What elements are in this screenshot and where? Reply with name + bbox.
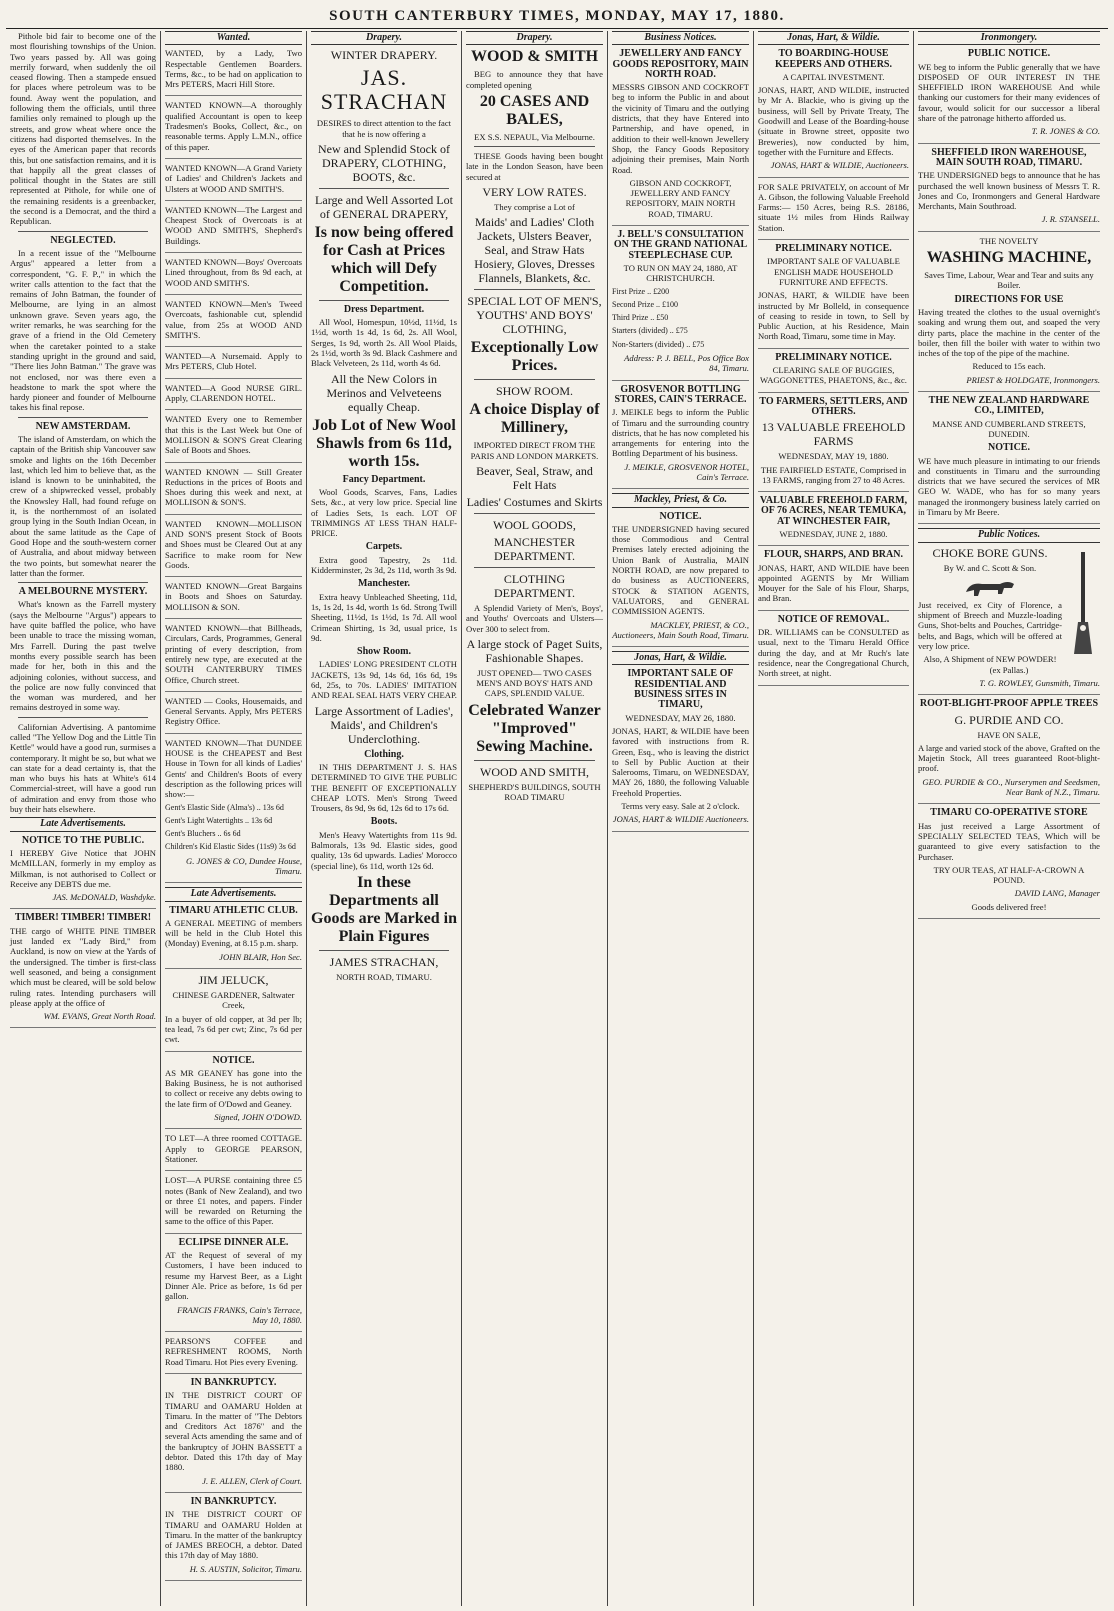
wanted-ad [165, 467, 302, 515]
public-notice-signature: T. R. JONES & CO. [1031, 126, 1100, 137]
bankruptcy-heading: IN BANKRUPTCY. [190, 1495, 277, 1507]
wanted-item: WANTED KNOWN—MOLLISON AND SON'S present Stock of Boots and Shoes must be Cleared Out at any Sacrifice to make room for New Goods. [165, 518, 302, 570]
neglected-article: In a recent issue of the "Melbourne Argus" appeared a letter from a correspondent, "G. F. P.," in which the writer calls attention to the fact that the remains of John Batman, the founder of Melbourne, are lying in an almost unknown grave. Seven years ago, the writer remarks, he was searching for the grave of a friend in the Old Cemetery when the caretaker pointed to a stake standing upright in the ground and said, "There lies John Batman." The grave was not enclosed, nor was there even a headstone to mark the spot where the hardy pioneer and founder of Melbourne takes his final repose. [10, 247, 156, 413]
buggies-ad [758, 353, 909, 393]
wanted-ad [165, 205, 302, 253]
winter-drapery: WINTER DRAPERY. [330, 48, 438, 63]
comprise-line: They comprise a Lot of [494, 202, 575, 213]
prize-line: Second Prize .. £100 [612, 299, 678, 309]
wanted-item: WANTED, by a Lady, Two Respectable Gentlemen Boarders. Terms, &c., to be had on application to Mrs PETERS, Macri Hill Store. [165, 48, 302, 90]
novelty-line: THE NOVELTY [979, 235, 1039, 246]
fancy-heading: Fancy Department. [342, 473, 426, 485]
strachan-signature: JAMES STRACHAN, [329, 954, 439, 969]
gun-illustration [1066, 548, 1100, 658]
jonas-sale-ad [612, 669, 749, 831]
column-6-jonas [754, 31, 914, 1606]
nzhw-heading: THE NEW ZEALAND HARDWARE CO., LIMITED, [928, 395, 1090, 417]
directions-heading: DIRECTIONS FOR USE [954, 293, 1064, 305]
costumes-line: Ladies' Costumes and Skirts [466, 494, 603, 509]
dundee-ad [165, 738, 302, 884]
business-heading: Business Notices. [612, 31, 749, 45]
special-line: SPECIAL LOT OF MEN'S, YOUTHS' AND BOYS' CLOTHING, [467, 294, 602, 337]
wood-smith-address: SHEPHERD'S BUILDINGS, SOUTH ROAD TIMARU [468, 781, 601, 803]
eclipse-text: AT the Request of several of my Customers, I have been induced to resume my Harvest Beer, as a Light Dinner Ale. Price as before, 1s 6d per gallon. [165, 1250, 302, 1302]
boarding-ad [758, 49, 909, 177]
valuable-date: WEDNESDAY, JUNE 2, 1880. [779, 528, 888, 539]
stansell-ad [918, 148, 1100, 232]
shawls-line: Job Lot of New Wool Shawls from 6s 11d, worth 15s. [312, 416, 456, 470]
purdie-sub: HAVE ON SALE, [977, 729, 1041, 740]
fancy-text: Wool Goods, Scarves, Fans, Ladies Sets, &c., at very low price. Special line of Ladies Sets, 1s each. LOT OF TRIMMINGS AT LESS THAN HALF-PRICE. [311, 486, 457, 539]
washing-sub: Saves Time, Labour, Wear and Tear and suits any Boiler. [924, 270, 1094, 291]
choke-bore-heading: CHOKE BORE GUNS. [932, 545, 1048, 560]
californian-article: Californian Advertising. A pantomime called "The Yellow Dog and the Little Tin Kettle" would have a good run, surmises a contemporary. It might be so, but what we can state for a dead certainty is, that the man who buys his hats at White's 614 Commercial-street, will have a good run of admiration and envy from those who buy their hats elsewhere. [10, 721, 156, 815]
strachan-purchase: Large and Well Assorted Lot of GENERAL DRAPERY, [315, 192, 453, 221]
wood-smith-lead: BEG to announce they that have completed opening [466, 69, 603, 90]
stansell-signature: J. R. STANSELL. [1041, 214, 1100, 225]
purdie-heading: G. PURDIE AND CO. [954, 712, 1064, 727]
carpets-text: Extra good Tapestry, 2s 11d. Kidderminster, 2s 3d, 2s 11d, worth 3s 9d. [311, 554, 457, 576]
jonas-heading: Jonas, Hart, & Wildie. [612, 651, 749, 665]
odowd-notice-ad [165, 1056, 302, 1130]
wanted-item: WANTED — Cooks, Housemaids, and General Servants. Apply, Mrs PETERS Registry Office. [165, 695, 302, 727]
apple-trees-ad [918, 699, 1100, 804]
wanted-ad [165, 257, 302, 295]
valuable-farm-ad [758, 496, 909, 546]
wanted-item: WANTED KNOWN—The Largest and Cheapest Stock of Overcoats is at WOOD AND SMITH'S, Shepherd's Buildings. [165, 204, 302, 246]
strachan-address: NORTH ROAD, TIMARU. [336, 971, 432, 982]
manchester-heading: Manchester. [357, 578, 411, 590]
mackley-ad [612, 512, 749, 648]
athletic-signature: JOHN BLAIR, Hon Sec. [219, 951, 302, 962]
eclipse-heading: ECLIPSE DINNER ALE. [178, 1236, 289, 1248]
removal-heading: NOTICE OF REMOVAL. [777, 613, 890, 625]
reduced-line: Reduced to 15s each. [972, 361, 1046, 372]
farm-ad [758, 182, 909, 240]
pithole-article: Pithole bid fair to become one of the most flourishing townships of the Union. Two years passed by. All was going merrily forward, when suddenly the oil ceased flowing. Then a stampede ensued for places where petroleum was to be found. Away went the population, and following them the officials, until three families only remained to plough up the streets, and grow wheat where once the citizens had disported themselves. In the eyes of the American paper that records this, but one satisfaction remains, and it is that happily all the great classes of political thought in the States are still represented at Pithole, for while one of the remaining residents is a greenbacker, the second is a Democrat, and the third a Republican. [10, 31, 156, 227]
coop-footer: Goods delivered free! [971, 901, 1047, 912]
wood-smith-signature: WOOD AND SMITH, [480, 764, 589, 779]
price-line: Gent's Light Watertights .. 13s 6d [165, 815, 273, 825]
removal-ad [758, 615, 909, 686]
farmers-heading: TO FARMERS, SETTLERS, AND OTHERS. [759, 395, 908, 417]
price-line: Gent's Elastic Side (Alma's) .. 13s 6d [165, 802, 284, 812]
mackley-signature: MACKLEY, PRIEST, & CO., Auctioneers, Main South Road, Timaru. [612, 619, 749, 640]
coop-signature: DAVID LANG, Manager [1014, 888, 1100, 899]
grosvenor-text: J. MEIKLE begs to inform the Public of Timaru and the surrounding country districts, that he has now completed his arrangements for entering into the Bottling Department of his business. [612, 407, 749, 459]
eclipse-signature: FRANCIS FRANKS, Cain's Terrace, May 10, 1880. [177, 1304, 302, 1325]
column-2-wanted [161, 31, 307, 1606]
grosvenor-ad [612, 385, 749, 490]
ship-line: EX S.S. NEPAUL, Via Melbourne. [474, 131, 595, 142]
boots-heading: Boots. [370, 816, 398, 828]
drapery-heading: Drapery. [311, 31, 457, 45]
bankruptcy-ad [165, 1378, 302, 1493]
jeluck-text: In a buyer of old copper, at 3d per lb; tea lead, 7s 6d per cwt; Zinc, 7s 6d per cwt. [165, 1013, 302, 1045]
mystery-heading: A MELBOURNE MYSTERY. [18, 586, 148, 598]
wanzer-line: Celebrated Wanzer "Improved" Sewing Machine. [468, 701, 601, 755]
choke-bore-ad [918, 546, 1100, 696]
farms-date: WEDNESDAY, MAY 19, 1880. [778, 451, 889, 462]
nzhw-notice-heading: NOTICE. [988, 442, 1030, 454]
wanted-ad [165, 163, 302, 201]
wanted-item: WANTED KNOWN—that Billheads, Circulars, Cards, Programmes, General printing of every description, from entirely new type, are executed at the SOUTH CANTERBURY TIMES Office, Church street. [165, 623, 302, 685]
priest-signature: PRIEST & HOLDGATE, Ironmongers. [966, 374, 1100, 385]
athletic-heading: TIMARU ATHLETIC CLUB. [169, 904, 298, 916]
rowley-signature: T. G. ROWLEY, Gunsmith, Timaru. [979, 677, 1100, 688]
ironmongery-heading: Ironmongery. [918, 31, 1100, 45]
neglected-heading: NEGLECTED. [50, 234, 116, 246]
flour-heading: FLOUR, SHARPS, AND BRAN. [764, 549, 903, 561]
manchester-text: Extra heavy Unbleached Sheeting, 11d, 1s, 1s 2d, 1s 4d, worth 1s 6d. Strong Twill Sheeting, 11½d, 1s 1½d, 1s 7d. All wool Crimean Shirting, 1s 3d, usual price, 1s 9d. [311, 591, 457, 643]
timber-ad [10, 913, 156, 1028]
to-let-ad [165, 1133, 302, 1171]
choke-bore-text: Just received, ex City of Florence, a shipment of Breech and Muzzle-loading Guns, Shot-belts and Pouches, Cartridge-belts, and Bags, which will be offered at very low price. [918, 599, 1062, 652]
nzhw-text: WE have much pleasure in intimating to our friends and constituents in Timaru and the surrounding districts that we have secured the services of MR GEO W. WADE, who has for so many years managed the ironmongery business lately carried on in Timaru by Mr Beere. [918, 455, 1100, 517]
wanted-item: WANTED KNOWN—That DUNDEE HOUSE is the CHEAPEST and Best House in Town for all kinds of Ladies' Gents' and Children's Boots of every description as the following prices will show:— [165, 737, 302, 800]
clothing-dept-text: A Splendid Variety of Men's, Boys', and Youths' Overcoats and Ulsters—Over 300 to select from. [466, 602, 603, 634]
jonas-section-heading: Jonas, Hart, & Wildie. [758, 31, 909, 45]
boarding-text: JONAS, HART, AND WILDIE, instructed by Mr A. Blackie, who is giving up the business, will Sell by Private Treaty, The Goodwill and Lease of the Boarding-house (situate in Browne street, opposite two Breweries), now conducted by him, together with the Furniture and Effects. [758, 85, 909, 157]
timber-text: THE cargo of WHITE PINE TIMBER just landed ex "Lady Bird," from Auckland, is now on view at the Yards of the undersigned. The timber is first-class well seasoned, and being a consignment which must be cleared, will be sold below ruling rates. Intending purchasers will please apply at the office of [10, 925, 156, 1008]
column-5-business [608, 31, 754, 1606]
manchester-dept-line: MANCHESTER DEPARTMENT. [493, 534, 576, 563]
lost-text: LOST—A PURSE containing three £5 notes (Bank of New Zealand), and two or three £1 notes, and papers. Finder will be rewarded on Returning the same to the office of this Paper. [165, 1175, 302, 1227]
wanted-ad [165, 351, 302, 379]
prize-line: Starters (divided) .. £75 [612, 326, 688, 336]
drapery-heading-2: Drapery. [466, 31, 603, 45]
prize-line: First Prize .. £200 [612, 286, 670, 296]
exceptional-line: Exceptionally Low Prices. [470, 339, 599, 375]
millinery-line: A choice Display of Millinery, [469, 401, 600, 437]
column-4-wood-smith [462, 31, 608, 1606]
boarding-subheading: A CAPITAL INVESTMENT. [782, 71, 885, 82]
jewellery-text: MESSRS GIBSON AND COCKROFT beg to inform the Public in and about the vicinity of Timaru and the outlying districts, that they have Entered into Partnership, and have opened, in addition to their well-known Jewellery Shop, the Fancy Goods Repository adjoining their premises, Main North Road. [612, 82, 749, 175]
warehouse-heading: SHEFFIELD IRON WAREHOUSE, MAIN SOUTH ROAD, TIMARU. [931, 146, 1087, 168]
wanted-ad [165, 519, 302, 577]
boots-text: Men's Heavy Watertights from 11s 9d. Balmorals, 13s 9d. Elastic sides, good quality, 13s 6d upwards. Ladies' Morocco (special line), 6s 11d, worth 12s 6d. [311, 829, 457, 871]
price-line: Children's Kid Elastic Sides (11s9) 3s 6d [165, 842, 296, 852]
price-line: Gent's Bluchers .. 6s 6d [165, 829, 241, 839]
stansell-text: THE UNDERSIGNED begs to announce that he has purchased the well known business of Messrs T. R. Jones and Co, Ironmongers and General Hardware Merchants, Main Southroad. [918, 170, 1100, 212]
clothing-heading: Clothing. [364, 748, 404, 760]
pearson-text: PEARSON'S COFFEE and REFRESHMENT ROOMS, North Road Timaru. Hot Pies every Evening. [165, 1336, 302, 1367]
bell-signature: Address: P. J. BELL, Pos Office Box 84, Timaru. [624, 353, 749, 374]
boarding-signature: JONAS, HART & WILDIE, Auctioneers. [770, 160, 909, 171]
amsterdam-article: The island of Amsterdam, on which the captain of the British ship Vancouver saw smoke and lights on the 16th December last, which led him to believe that, as the island is known to be uninhabited, the crew of a shipwrecked vessel, probably the Knowsley Hall, had found refuge on it, is the northernmost of an isolated group lying in the South Indian Ocean, in about the same latitude as the Cape of Good Hope and the south-western corner of Australia, and about midway between the two points, but somewhat nearer the latter than the former. [10, 433, 156, 578]
odowd-signature: Signed, JOHN O'DOWD. [214, 1112, 302, 1123]
opened-line: JUST OPENED— TWO CASES MEN'S AND BOYS' HATS AND CAPS, SPLENDID VALUE. [476, 667, 593, 699]
coop-ad [918, 808, 1100, 919]
wanted-item: WANTED Every one to Remember that this is the Last Week but One of MOLLISON & SON'S Great Clearing Sale of Boots and Shoes. [165, 414, 302, 456]
showroom-line: SHOW ROOM. [495, 384, 574, 399]
wanted-ad [165, 581, 302, 619]
notice-heading: NOTICE TO THE PUBLIC. [21, 834, 145, 846]
clothing-text: IN THIS DEPARTMENT J. S. HAS DETERMINED TO GIVE THE PUBLIC THE BENEFIT OF EXCEPTIONALLY CHEAP LOTS. Men's Strong Tweed Trousers, 8s 9d, 9s 6d, 12s 6d to 17s 6d. [311, 761, 457, 814]
buggies-subheading: CLEARING SALE OF BUGGIES, WAGGONETTES, PHAETONS, &c., &c. [760, 365, 907, 386]
rates-lead: THESE Goods having been bought late in the London Season, have been secured at [466, 151, 603, 182]
jewellery-ad [612, 49, 749, 226]
notice-signature: JAS. McDONALD, Washdyke. [52, 892, 156, 903]
wanted-item: WANTED KNOWN—Great Bargains in Boots and Shoes on Saturday. MOLLISON & SON. [165, 581, 302, 612]
fairfield-line: THE FAIRFIELD ESTATE, Comprised in 13 FARMS, ranging from 27 to 48 Acres. [760, 464, 907, 485]
cases-line: 20 CASES AND BALES, [479, 92, 590, 128]
wanted-ad [165, 696, 302, 734]
bankruptcy2-text: IN THE DISTRICT COURT OF TIMARU and OAMARU Holden at Timaru. In the matter of the bankruptcy of JAMES BREOCH, a debtor. Dated this 17th day of May 1880. [165, 1509, 302, 1561]
bell-ad [612, 230, 749, 381]
late-ads-heading-2: Late Advertisements. [165, 887, 302, 901]
grosvenor-heading: GROSVENOR BOTTLING STORES, CAIN'S TERRACE. [614, 383, 747, 405]
washing-machine-heading: WASHING MACHINE, [926, 249, 1092, 267]
strachan-lead: DESIRES to direct attention to the fact that he is now offering a [316, 118, 452, 139]
strachan-cash: Is now being offered for Cash at Prices which will Defy Competition. [314, 223, 454, 295]
bankruptcy-signature: J. E. ALLEN, Clerk of Court. [202, 1475, 302, 1486]
column-1-editorial [6, 31, 161, 1606]
prelim-ad [758, 244, 909, 349]
coop-text: Has just received a Large Assortment of SPECIALLY SELECTED TEAS, Which will be guaranteed to give every satisfaction to the Purchaser. [918, 820, 1100, 862]
valuable-heading: VALUABLE FREEHOLD FARM, OF 76 ACRES, NEAR TEMUKA, AT WINCHESTER FAIR, [759, 495, 908, 527]
notice-ad [10, 836, 156, 910]
wanted-ad [165, 414, 302, 462]
wanted-item: WANTED KNOWN—Boys' Overcoats Lined throughout, from 8s 9d each, at WOOD AND SMITH'S. [165, 257, 302, 288]
paget-line: A large stock of Paget Suits, Fashionable Shapes. [466, 636, 603, 665]
buggies-heading: PRELIMINARY NOTICE. [775, 351, 892, 363]
wanted-item: WANTED—A Nursemaid. Apply to Mrs PETERS, Club Hotel. [165, 351, 302, 372]
public-notices-heading: Public Notices. [918, 528, 1100, 542]
mackley-notice-heading: NOTICE. [659, 510, 702, 522]
prelim-subheading: IMPORTANT SALE OF VALUABLE ENGLISH MADE HOUSEHOLD FURNITURE AND EFFECTS. [767, 256, 900, 287]
imported-line: IMPORTED DIRECT FROM THE PARIS AND LONDON MARKETS. [470, 440, 599, 461]
mackley-text: THE UNDERSIGNED having secured those Commodious and Central Premises lately erected adjoining the Union Bank of Australia, MAIN NORTH ROAD, are now prepared to do business as AUCTIONEERS, STOCK & STATION AGENTS, VALUATORS, and GENERAL COMMISSION AGENTS. [612, 523, 749, 617]
strachan-name: JAS. STRACHAN [320, 65, 448, 115]
wanted-item: WANTED—A Good NURSE GIRL. Apply, CLARENDON HOTEL. [165, 382, 302, 404]
nzhw-address: MANSE AND CUMBERLAND STREETS, DUNEDIN. [932, 418, 1086, 439]
public-notice-ad [918, 49, 1100, 143]
wanted-ad [165, 383, 302, 411]
coop-heading: TIMARU CO-OPERATIVE STORE [930, 807, 1088, 819]
notice-text: I HEREBY Give Notice that JOHN McMILLAN, formerly in my employ as Milkman, is not authorised to Collect or Receive any DEBTS due me. [10, 847, 156, 889]
jewellery-signature: GIBSON AND COCKROFT, JEWELLERY AND FANCY REPOSITORY, MAIN NORTH ROAD, TIMARU. [625, 177, 736, 219]
wanted-ad [165, 100, 302, 158]
prize-line: Third Prize .. £50 [612, 313, 669, 323]
farmers-ad [758, 397, 909, 492]
jeluck-ad [165, 973, 302, 1051]
purdie-signature: GEO. PURDIE & CO., Nurserymen and Seedsmen, Near Bank of N.Z., Timaru. [922, 776, 1100, 798]
jewellery-heading: JEWELLERY AND FANCY GOODS REPOSITORY, MAIN NORTH ROAD. [612, 48, 749, 80]
amsterdam-heading: NEW AMSTERDAM. [35, 420, 131, 432]
coop-try: TRY OUR TEAS, AT HALF-A-CROWN A POUND. [933, 864, 1085, 886]
to-let-text: TO LET—A three roomed COTTAGE. Apply to GEORGE PEARSON, Stationer. [165, 1133, 302, 1164]
jeluck-heading: JIM JELUCK, [198, 973, 269, 988]
grosvenor-signature: J. MEIKLE, GROSVENOR HOTEL, Cain's Terrace. [624, 461, 749, 482]
athletic-text: A GENERAL MEETING of members will be held in the Club Hotel this (Monday) Evening, at 8.15 p.m. sharp. [165, 917, 302, 949]
wanted-item: WANTED KNOWN — Still Greater Reductions in the prices of Boots and Shoes during this week and next, at MOLLISON & SON'S. [165, 466, 302, 508]
late-ads-heading: Late Advertisements. [10, 817, 156, 831]
carpets-heading: Carpets. [365, 541, 403, 553]
wanted-ad [165, 48, 302, 96]
bankruptcy2-signature: H. S. AUSTIN, Solicitor, Timaru. [189, 1563, 302, 1574]
timber-signature: WM. EVANS, Great North Road. [43, 1011, 156, 1022]
wanted-ad [165, 299, 302, 347]
masthead: SOUTH CANTERBURY TIMES, MONDAY, MAY 17, 1880. [6, 6, 1108, 29]
wanted-heading: Wanted. [165, 31, 302, 45]
pearson-ad [165, 1336, 302, 1374]
dress-text: All Wool, Homespun, 10½d, 11½d, 1s 1½d, worth 1s 4d, 1s 6d, 2s. All Wool, Serges, 1s 9d, worth 2s. All Wool Plaids, 2s 1½d, worth 3s 9d. Black Cashmere and Black Velveteen, 2s 11d, worth 4s 6d. [311, 317, 457, 369]
merinos-line: All the New Colors in Merinos and Velveteens equally Cheap. [326, 371, 442, 414]
farms13-line: 13 VALUABLE FREEHOLD FARMS [761, 420, 906, 449]
powder-line: Also, A Shipment of NEW POWDER! (ex Pallas.) [923, 654, 1057, 675]
odowd-heading: NOTICE. [212, 1054, 255, 1066]
purdie-text: A large and varied stock of the above, Grafted on the Majetin Stock, All trees guaranteed Root-blight-proof. [918, 742, 1100, 774]
wanted-item: WANTED KNOWN—Men's Tweed Overcoats, fashionable cut, splendid value, from 25s at WOOD AND SMITH'S. [165, 298, 302, 340]
removal-text: DR. WILLIAMS can be CONSULTED as usual, next to the Timaru Herald Office during the day, and at Mr Ruch's late residence, near the Congregational Church, North street, at night. [758, 627, 909, 679]
eclipse-ad [165, 1238, 302, 1332]
bankruptcy-ad-2 [165, 1497, 302, 1581]
prize-line: Non-Starters (divided) .. £75 [612, 339, 705, 349]
athletic-ad [165, 906, 302, 969]
jonas-sale-text: JONAS, HART, & WILDIE have been favored with instructions from R. Green, Esq., who is leaving the district to Sell by Public Auction at their Salerooms, Timaru, on WEDNESDAY, MAY 26, 1880, the following Valuable Freehold Properties. [612, 725, 749, 798]
mystery-article: What's known as the Farrell mystery (says the Melbourne "Argus") appears to have quite baffled the police, who have been unable to trace the missing woman, Mrs Farrell. During the past twelve months every possible search has been made for her, both in this and the adjoining colonies, without success, and the police are now fully convinced that the woman was murdered, and her remains destroyed in some way. [10, 599, 156, 713]
clothing-dept-line: CLOTHING DEPARTMENT. [494, 571, 575, 600]
odowd-text: AS MR GEANEY has gone into the Baking Business, he is not authorised to collect or receive any debts owing to the late firm of O'Dowd and Geaney. [165, 1067, 302, 1109]
public-notice-heading: PUBLIC NOTICE. [967, 48, 1051, 60]
dog-illustration [960, 576, 1020, 598]
felt-line: Beaver, Seal, Straw, and Felt Hats [476, 463, 593, 492]
underclothing-line: Large Assortment of Ladies', Maids', and Children's Underclothing. [314, 703, 454, 746]
flour-ad [758, 550, 909, 610]
bell-heading: J. BELL'S CONSULTATION ON THE GRAND NATIONAL STEEPLECHASE CUP. [613, 229, 748, 261]
showroom-text: LADIES' LONG PRESIDENT CLOTH JACKETS, 13s 9d, 14s 6d, 16s 6d, 19s 6d, 25s, to 70s. LADIES' IMITATION AND REAL SEAL HATS VERY CHEAP. [311, 659, 457, 701]
dundee-signature: G. JONES & CO, Dundee House, Timaru. [186, 855, 302, 876]
bankruptcy-text: IN THE DISTRICT COURT OF TIMARU and OAMARU Holden at Timaru. In the matter of "The Debtors and Creditors Act 1876" and the several Acts amending the same and of the bankruptcy of JOHN BASSETT a debtor. Dated this 17th day of May 1880. [165, 1390, 302, 1473]
wool-goods-line: WOOL GOODS, [493, 517, 576, 532]
apple-trees-heading: ROOT-BLIGHT-PROOF APPLE TREES [919, 698, 1099, 710]
mackley-heading: Mackley, Priest, & Co. [612, 493, 749, 507]
column-3-strachan [307, 31, 462, 1606]
jonas-signature: JONAS, HART & WILDIE Auctioneers. [612, 814, 749, 825]
items-line: Maids' and Ladies' Cloth Jackets, Ulsters Beaver, Seal, and Straw Hats Hosiery, Gloves, Dresses Flannels, Blankets, &c. [474, 215, 595, 286]
bankruptcy-heading: IN BANKRUPTCY. [190, 1376, 277, 1388]
showroom-heading: Show Room. [357, 646, 411, 658]
jonas-sale-heading: IMPORTANT SALE OF RESIDENTIAL AND BUSINESS SITES IN TIMARU, [627, 668, 734, 711]
washing-machine-ad [918, 236, 1100, 392]
prelim-heading: PRELIMINARY NOTICE. [775, 243, 892, 255]
prelim-text: JONAS, HART, & WILDIE have been instructed by Mr Bolleld, in consequence of ceasing to reside in town, to Sell by Public Auction, at his Residence, Main North Road, Timaru, some time in May. [758, 290, 909, 342]
jeluck-subheading: CHINESE GARDENER, Saltwater Creek, [172, 990, 295, 1011]
wood-smith-name: WOOD & SMITH [470, 48, 599, 66]
bell-run: TO RUN ON MAY 24, 1880, AT CHRISTCHURCH. [623, 262, 738, 284]
rates-line: VERY LOW RATES. [482, 185, 587, 200]
jonas-sale-date: WEDNESDAY, MAY 26, 1880. [625, 712, 736, 723]
strachan-stock: New and Splendid Stock of DRAPERY, CLOTHING, BOOTS, &c. [318, 141, 450, 184]
wanted-ad [165, 623, 302, 692]
choke-bore-sub: By W. and C. Scott & Son. [943, 562, 1037, 573]
timber-heading: TIMBER! TIMBER! TIMBER! [14, 912, 152, 924]
flour-text: JONAS, HART, AND WILDIE have been appointed AGENTS by Mr William Mouyer for the Sale of his Flour, Sharps, and Bran. [758, 562, 909, 604]
jonas-terms: Terms very easy. Sale at 2 o'clock. [621, 801, 740, 811]
nz-hardware-ad [918, 396, 1100, 524]
farm-text: FOR SALE PRIVATELY, on account of Mr A. Gibson, the following Valuable Freehold Farms:— 150 Acres, being R.S. 28186, situate 1½ miles from Hinds Railway Station. [758, 181, 909, 233]
wanted-item: WANTED KNOWN—A Grand Variety of Ladies' and Children's Jackets and Ulsters at WOOD AND SMITH'S. [165, 162, 302, 194]
marked-line: In these Departments all Goods are Marked in Plain Figures [311, 873, 457, 945]
public-notice-text: WE beg to inform the Public generally that we have DISPOSED OF OUR INTEREST IN THE SHEFFIELD IRON WAREHOUSE And while thanking our customers for their many evidences of favour, would solicit for our successor a liberal share of the patronage hitherto afforded us. [918, 61, 1100, 124]
lost-ad [165, 1175, 302, 1233]
boarding-heading: TO BOARDING-HOUSE KEEPERS AND OTHERS. [775, 48, 892, 70]
wanted-item: WANTED KNOWN—A thoroughly qualified Accountant is open to keep Tradesmen's Books, Collect, &c., on reasonable terms. Apply L.M.N., office of this paper. [165, 100, 302, 152]
directions-text: Having treated the clothes to the usual overnight's soaking and wrung them out, and soaped the very dirty parts, place the machine in the center of the boiler, then fill the boiler with water to within two inches of the top of the pipe of the machine. [918, 306, 1100, 359]
dress-heading: Dress Department. [343, 303, 425, 315]
column-7-ironmongery [914, 31, 1104, 1606]
